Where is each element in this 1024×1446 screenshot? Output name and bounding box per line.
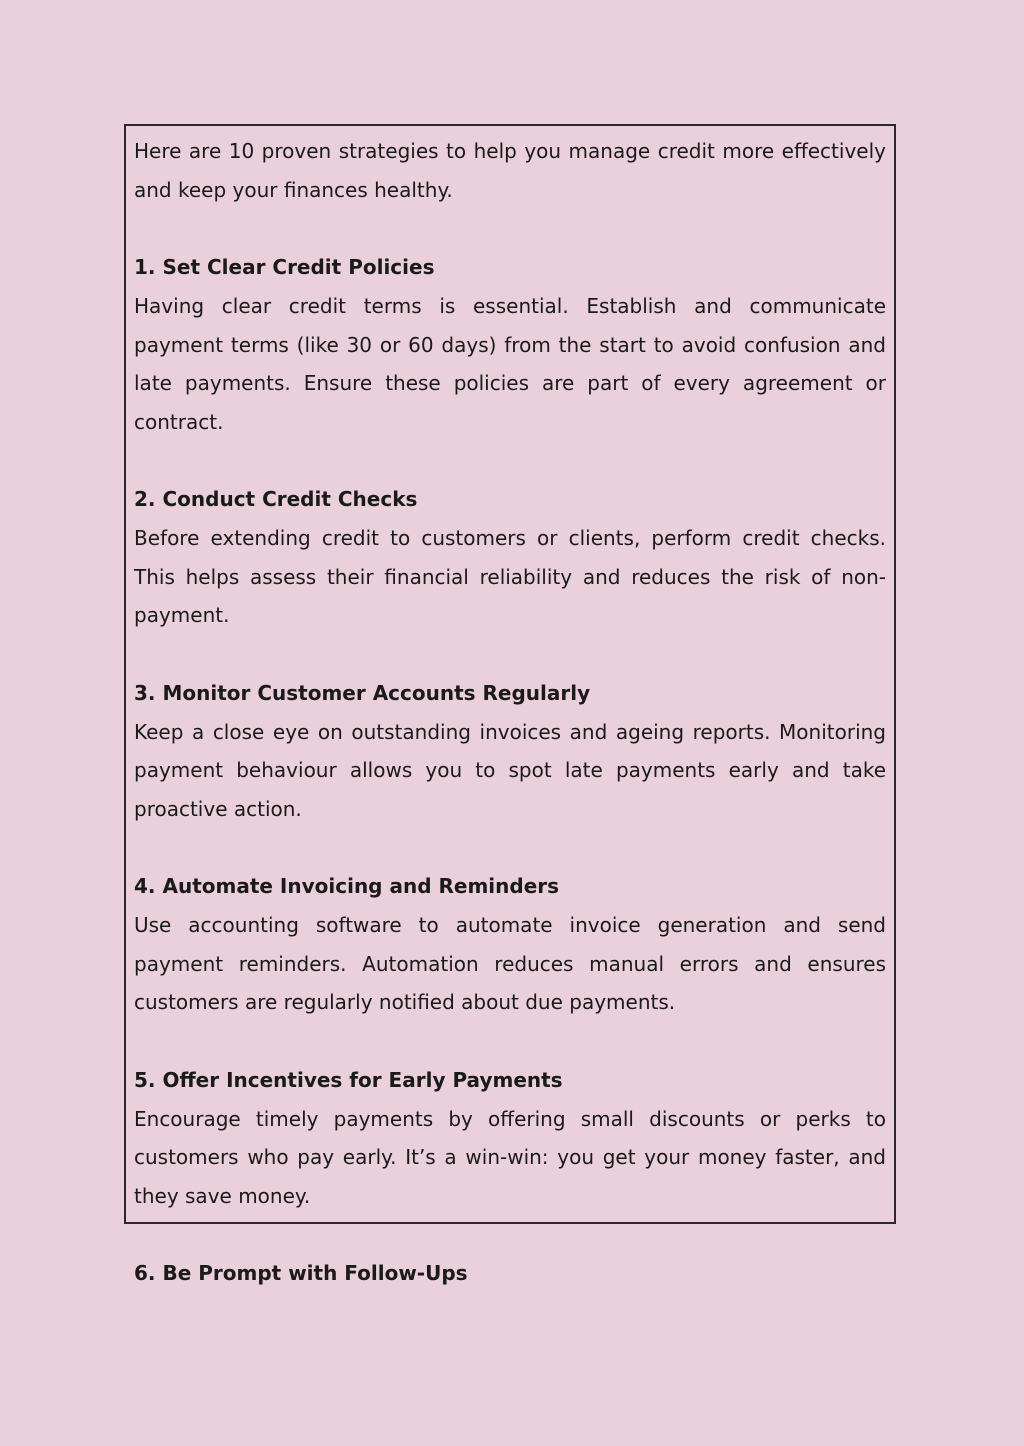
section-5 (134, 1061, 886, 1216)
content-box (124, 124, 896, 1286)
section-4 (134, 867, 886, 1022)
section-heading: 6. Be Prompt with Follow-Ups (134, 1261, 468, 1286)
section-heading: 3. Monitor Customer Accounts Regularly (134, 680, 591, 705)
section-heading: 2. Conduct Credit Checks (134, 487, 418, 512)
section-heading: 4. Automate Invoicing and Reminders (134, 874, 560, 899)
section-2 (134, 480, 886, 635)
section-body: Keep a close eye on outstanding invoices and ageing reports. Monitoring payment behaviour allows you to spot late payments early and take proactive action. (134, 719, 886, 821)
section-6 (134, 1254, 886, 1293)
section-1 (134, 248, 886, 442)
section-heading: 1. Set Clear Credit Policies (134, 255, 435, 280)
section-3 (134, 674, 886, 829)
section-body: Use accounting software to automate invoice generation and send payment reminders. Automation reduces manual errors and ensures customers are regularly notified about due payments. (134, 913, 886, 1015)
intro-paragraph: Here are 10 proven strategies to help you manage credit more effectively and keep your finances healthy. (134, 139, 886, 202)
section-body: Having clear credit terms is essential. Establish and communicate payment terms (like 30 or 60 days) from the start to avoid confusion and late payments. Ensure these policies are part of every agreement or contract. (134, 293, 886, 434)
section-body: Encourage timely payments by offering small discounts or perks to customers who pay early. It’s a win-win: you get your money faster, and they save money. (134, 1106, 886, 1208)
section-heading: 5. Offer Incentives for Early Payments (134, 1067, 563, 1092)
section-body: Before extending credit to customers or clients, perform credit checks. This helps assess their financial reliability and reduces the risk of non-payment. (134, 526, 886, 628)
